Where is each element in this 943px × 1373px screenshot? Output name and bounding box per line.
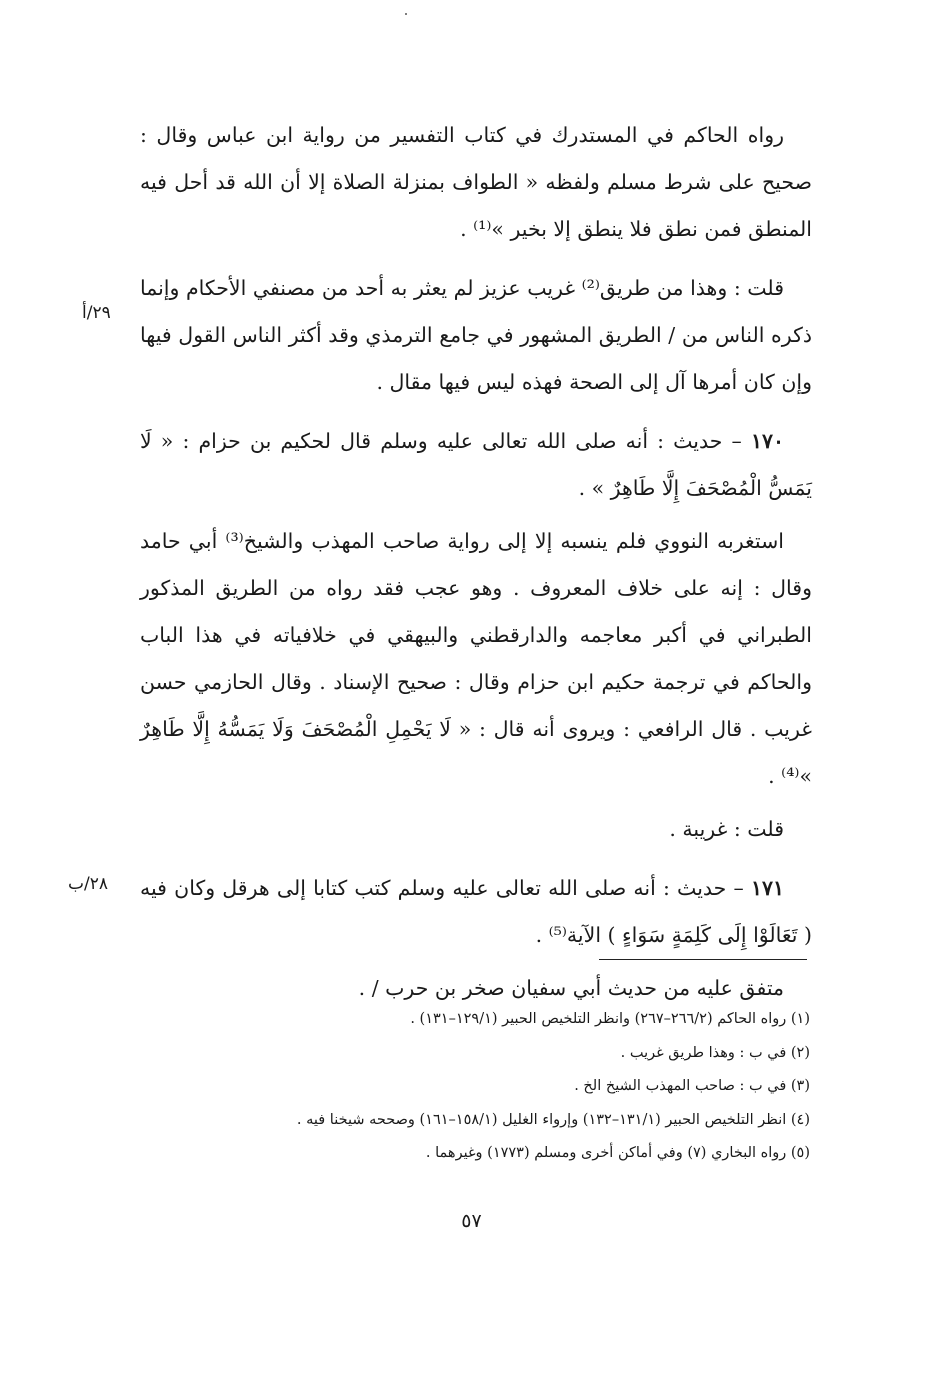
footnote-4: (٤) انظر التلخيص الحبير (١٣١/١–١٣٢) وإرواء الغليل (١٥٨/١–١٦١) وصححه شيخنا فيه .	[296, 1111, 810, 1128]
hadith-171-remark: متفق عليه من حديث أبي سفيان صخر بن حرب / .	[358, 976, 784, 1000]
hadith-170-text: – حديث : أنه صلى الله تعالى عليه وسلم قال لحكيم بن حزام : « لَا يَمَسُّ الْمُصْحَفَ إِلَّا طَاهِرٌ » .	[140, 429, 812, 500]
page-number: ٥٧	[461, 1210, 482, 1232]
scan-speck	[405, 13, 407, 15]
hadith-171	[140, 865, 812, 959]
footnotes	[150, 1003, 810, 1171]
hadith-171-text: – حديث : أنه صلى الله تعالى عليه وسلم كتب كتابا إلى هرقل وكان فيه ( تَعَالَوْا إِلَى كَلِمَةٍ سَوَاءٍ ) الآية⁽⁵⁾ .	[140, 876, 812, 947]
footnote-2: (٢) في ب : وهذا طريق غريب .	[620, 1044, 810, 1061]
margin-note-folio-28b: ٢٨/ب	[68, 874, 108, 894]
footnote-3: (٣) في ب : صاحب المهذب الشيخ الخ .	[574, 1078, 810, 1094]
footnote-separator	[599, 959, 807, 960]
hadith-170-remark: قلت : غريبة .	[669, 817, 784, 841]
hadith-number-170: ١٧٠	[750, 429, 784, 453]
hadith-170	[140, 418, 812, 512]
footnote-1: (١) رواه الحاكم (٢٦٦/٢–٢٦٧) وانظر التلخيص الحبير (١٢٩/١–١٣١) .	[410, 1011, 810, 1027]
main-text	[140, 112, 812, 1024]
margin-note-folio-29a: ٢٩/أ	[82, 303, 111, 323]
paragraph-qultu-gharib: قلت : وهذا من طريق⁽²⁾ غريب عزيز لم يعثر به أحد من مصنفي الأحكام وإنما ذكره الناس من / الطريق المشهور في جامع الترمذي وقد أكثر الناس القول فيها وإن كان أمرها آل إلى الصحة فهذه ليس فيها مقال .	[140, 276, 812, 394]
footnote-5: (٥) رواه البخاري (٧) وفي أماكن أخرى ومسلم (١٧٧٣) وغيرهما .	[425, 1145, 810, 1161]
paragraph-hakim-narration: رواه الحاكم في المستدرك في كتاب التفسير من رواية ابن عباس وقال : صحيح على شرط مسلم ولفظه « الطواف بمنزلة الصلاة إلا أن الله قد أحل فيه المنطق فمن نطق فلا ينطق إلا بخير »⁽¹⁾ .	[140, 123, 812, 241]
hadith-number-171: ١٧١	[750, 876, 784, 900]
hadith-170-commentary: استغربه النووي فلم ينسبه إلا إلى رواية صاحب المهذب والشيخ⁽³⁾ أبي حامد وقال : إنه على خلاف المعروف . وهو عجب فقد رواه من الطريق المذكور الطبراني في أكبر معاجمه والدارقطني والبيهقي في خلافياته في هذا الباب والحاكم في ترجمة حكيم ابن حزام وقال : صحيح الإسناد . وقال الحازمي حسن غريب . قال الرافعي : ويروى أنه قال : « لَا يَحْمِلِ الْمُصْحَفَ وَلَا يَمَسُّهُ إِلَّا طَاهِرٌ »⁽⁴⁾ .	[140, 529, 812, 788]
